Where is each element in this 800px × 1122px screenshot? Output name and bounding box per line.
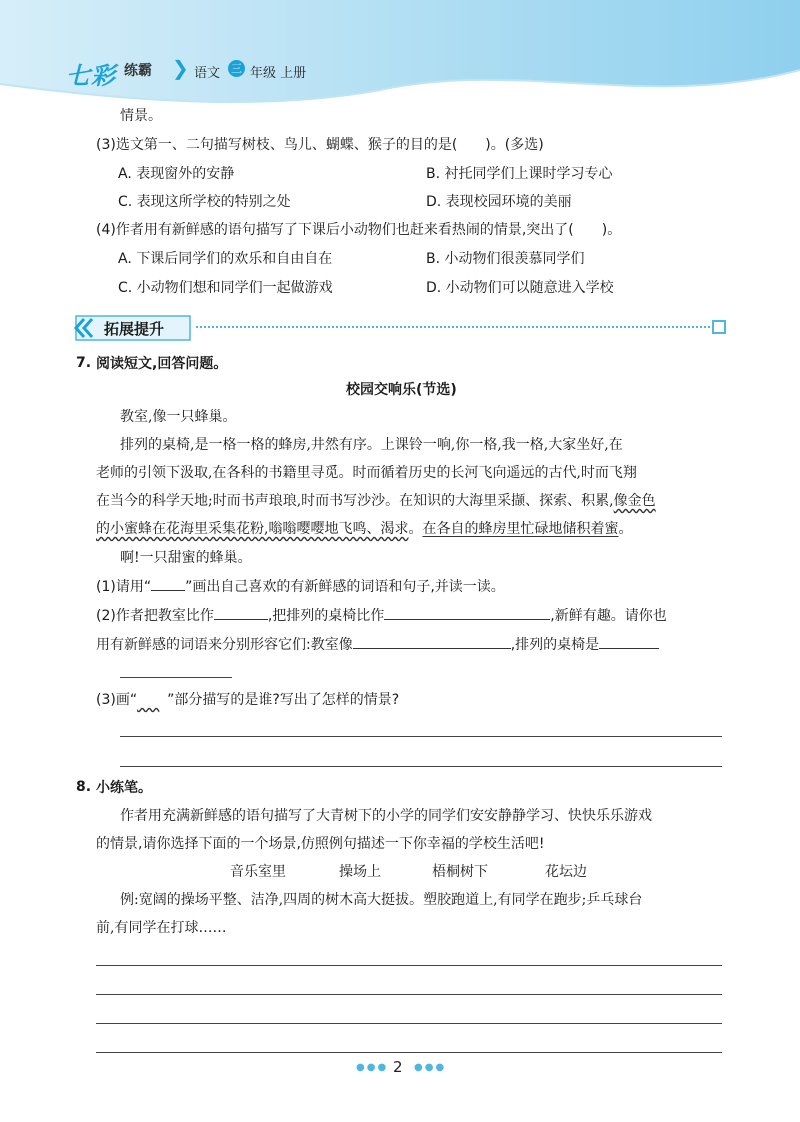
grade-badge: 三 bbox=[228, 60, 245, 77]
footer-dots-left: ●●● bbox=[356, 1062, 389, 1073]
underline-sample bbox=[151, 576, 185, 591]
scene-option: 音乐室里 bbox=[230, 864, 286, 880]
q8-example-line2: 前,有同学在打球…… bbox=[96, 920, 227, 936]
q4-option-d[interactable]: D. 小动物们可以随意进入学校 bbox=[426, 280, 614, 296]
wavy-sample bbox=[137, 690, 167, 710]
q7-sub1: (1)请用“ ”画出自己喜欢的有新鲜感的词语和句子,并读一读。 bbox=[96, 576, 505, 597]
q7-sub2-line2: 用有新鲜感的词语来分别形容它们:教室像 ,排列的桌椅是 bbox=[96, 634, 659, 655]
section-label: 拓展提升 bbox=[104, 320, 165, 338]
q8-title: 小练笔。 bbox=[96, 780, 152, 796]
q8-line1: 作者用充满新鲜感的语句描写了大青树下的小学的同学们安安静静学习、快快乐乐游戏 bbox=[120, 808, 652, 824]
q8-number: 8. bbox=[76, 779, 92, 795]
passage-title: 校园交响乐(节选) bbox=[346, 382, 457, 398]
passage-p2-line2: 老师的引领下汲取,在各科的书籍里寻觅。时而循着历史的长河飞向遥远的古代,时而飞翔 bbox=[96, 465, 637, 481]
q3-option-c[interactable]: C. 表现这所学校的特别之处 bbox=[118, 194, 291, 210]
straight-underline-text: 在各自的蜂房里忙碌地储积着蜜 bbox=[422, 521, 619, 537]
wavy-underline-text: 的小蜜蜂在花海里采集花粉,嗡嗡嘤嘤地飞鸣、渴求 bbox=[96, 521, 409, 537]
chevron-right-icon: ❯ bbox=[172, 56, 189, 80]
footer-dots-right: ●●● bbox=[414, 1062, 447, 1073]
q7-sub3: (3)画“ ”部分描写的是谁?写出了怎样的情景? bbox=[96, 692, 400, 708]
scene-option: 花坛边 bbox=[545, 864, 587, 880]
subject-label: 语文 bbox=[194, 66, 221, 81]
passage-p2-line3: 在当今的科学天地;时而书声琅琅,时而书写沙沙。在知识的大海里采撷、探索、积累,像金色 bbox=[96, 493, 656, 509]
passage-p1: 教室,像一只蜂巢。 bbox=[120, 409, 237, 425]
q3-option-b[interactable]: B. 衬托同学们上课时学习专心 bbox=[426, 166, 613, 182]
writing-line[interactable] bbox=[96, 1023, 722, 1024]
scene-option: 梧桐树下 bbox=[432, 864, 488, 880]
answer-line[interactable] bbox=[120, 766, 722, 767]
answer-line[interactable] bbox=[120, 736, 722, 737]
writing-line[interactable] bbox=[96, 965, 722, 966]
answer-blank[interactable] bbox=[384, 605, 550, 620]
divider-end-box bbox=[712, 320, 726, 334]
q8-line2: 的情景,请你选择下面的一个场景,仿照例句描述一下你幸福的学校生活吧! bbox=[96, 836, 545, 852]
q3-stem: (3)选文第一、二句描写树枝、鸟儿、蝴蝶、猴子的目的是( )。(多选) bbox=[96, 137, 544, 153]
q3-option-d[interactable]: D. 表现校园环境的美丽 bbox=[426, 194, 572, 210]
q4-option-b[interactable]: B. 小动物们很羡慕同学们 bbox=[426, 251, 585, 267]
q7-title: 阅读短文,回答问题。 bbox=[96, 356, 228, 372]
q7-sub2-line1: (2)作者把教室比作 ,把排列的桌椅比作 ,新鲜有趣。请你也 bbox=[96, 605, 667, 626]
wavy-underline-text: 像金色 bbox=[613, 493, 656, 509]
brand-sub: 练霸 bbox=[124, 63, 152, 79]
passage-p3: 啊!一只甜蜜的蜂巢。 bbox=[120, 550, 252, 566]
scene-option: 操场上 bbox=[339, 864, 381, 880]
header-wave bbox=[0, 0, 800, 112]
q4-stem: (4)作者用有新鲜感的语句描写了下课后小动物们也赶来看热闹的情景,突出了( )。 bbox=[96, 222, 622, 238]
q4-option-a[interactable]: A. 下课后同学们的欢乐和自由自在 bbox=[118, 251, 333, 267]
answer-line[interactable] bbox=[120, 677, 232, 678]
answer-blank[interactable] bbox=[353, 634, 511, 649]
prev-tail: 情景。 bbox=[120, 108, 162, 124]
answer-blank[interactable] bbox=[599, 634, 659, 649]
section-divider bbox=[196, 326, 710, 328]
passage-p2-line4: 的小蜜蜂在花海里采集花粉,嗡嗡嘤嘤地飞鸣、渴求。在各自的蜂房里忙碌地储积着蜜。 bbox=[96, 521, 633, 537]
writing-line[interactable] bbox=[96, 1052, 722, 1053]
grade-text: 年级 上册 bbox=[250, 66, 307, 81]
page-header bbox=[0, 0, 800, 112]
brand-logo: 七彩 bbox=[66, 62, 116, 90]
q3-option-a[interactable]: A. 表现窗外的安静 bbox=[118, 166, 235, 182]
page-number: 2 bbox=[393, 1058, 403, 1076]
q7-number: 7. bbox=[76, 355, 92, 371]
passage-p2-line1: 排列的桌椅,是一格一格的蜂房,井然有序。上课铃一响,你一格,我一格,大家坐好,在 bbox=[120, 437, 623, 453]
answer-blank[interactable] bbox=[214, 605, 268, 620]
writing-line[interactable] bbox=[96, 994, 722, 995]
q8-example-line1: 例:宽阔的操场平整、洁净,四周的树木高大挺拔。塑胶跑道上,有同学在跑步;乒乓球台 bbox=[120, 892, 643, 908]
q4-option-c[interactable]: C. 小动物们想和同学们一起做游戏 bbox=[118, 280, 333, 296]
